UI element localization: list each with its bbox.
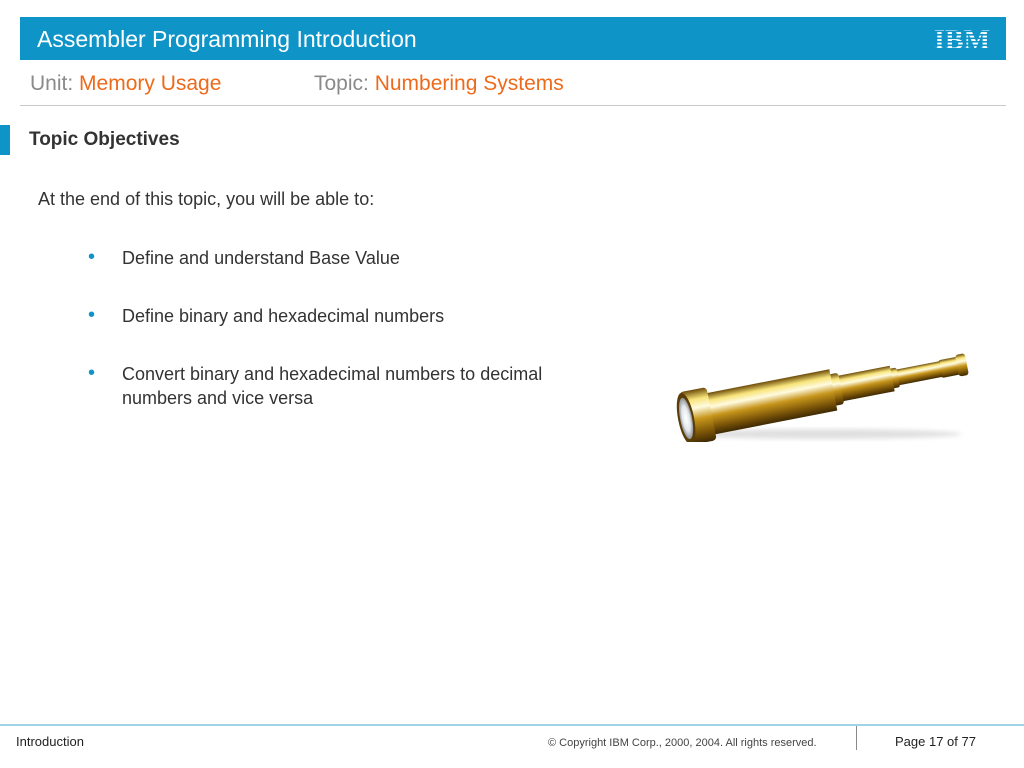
footer-section: Introduction xyxy=(16,734,84,749)
topic-value: Numbering Systems xyxy=(374,72,564,95)
section-title: Topic Objectives xyxy=(29,129,180,150)
list-item xyxy=(88,246,608,270)
bullet-icon: • xyxy=(88,304,96,326)
page-number: Page 17 of 77 xyxy=(895,734,976,749)
copyright-text: © Copyright IBM Corp., 2000, 2004. All rights reserved. xyxy=(548,737,817,749)
topic-line xyxy=(314,72,564,96)
objectives-list xyxy=(88,246,608,444)
footer-separator xyxy=(856,726,857,750)
section-marker xyxy=(0,125,10,155)
topic-label: Topic: xyxy=(314,72,369,95)
footer-divider xyxy=(0,724,1024,726)
bullet-text: Convert binary and hexadecimal numbers to decimal numbers and vice versa xyxy=(122,364,543,408)
unit-value: Memory Usage xyxy=(79,72,222,95)
unit-label: Unit: xyxy=(30,72,74,95)
bullet-icon: • xyxy=(88,246,96,268)
ibm-logo xyxy=(930,24,994,52)
header-divider xyxy=(20,105,1006,106)
bullet-icon: • xyxy=(88,362,96,384)
page-title: Assembler Programming Introduction xyxy=(37,26,417,52)
telescope-icon xyxy=(672,338,984,442)
bullet-text: Define binary and hexadecimal numbers xyxy=(122,306,445,326)
intro-text: At the end of this topic, you will be able to: xyxy=(38,189,375,209)
bullet-text: Define and understand Base Value xyxy=(122,248,400,268)
unit-line xyxy=(30,72,221,96)
list-item xyxy=(88,304,608,328)
title-bar xyxy=(20,17,1006,60)
list-item xyxy=(88,362,608,410)
